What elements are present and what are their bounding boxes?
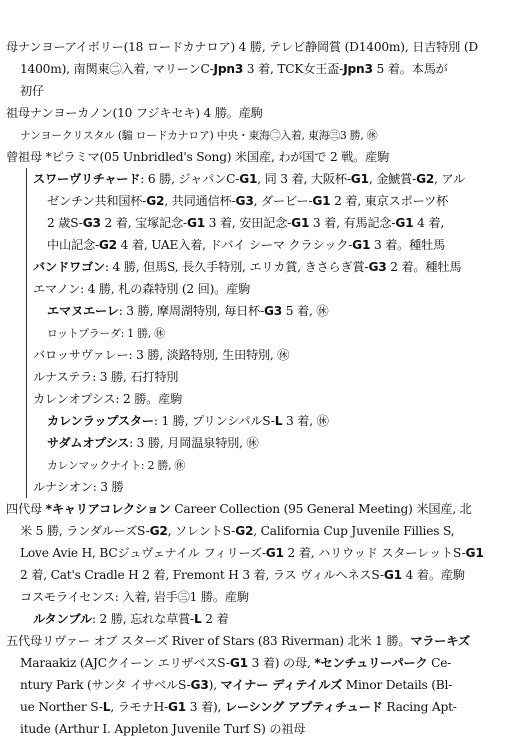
bold-text: ルタンブル [33,612,92,626]
text-line [0,476,510,498]
text-segment: 4 着。産駒 [401,568,465,582]
text-segment: コスモライセンス: 入着, 岩手㊂1 勝。産駒 [20,590,249,604]
text-segment: , ダービー- [253,194,313,208]
indent-bracket-line [26,476,27,498]
text-segment: ue Norther S- [20,700,103,714]
text-segment: Minor Details (Bl- [342,678,453,692]
text-line [0,454,510,476]
text-segment: , ソレントS- [167,524,236,538]
text-segment: , ラモナH- [110,700,168,714]
bold-text: サダムオプシス [47,436,130,450]
bold-text: G3 [82,216,101,230]
text-line [0,102,510,124]
text-segment: 中山記念- [47,238,99,252]
text-segment: 3 着, TCK女王盃- [243,62,344,76]
text-segment: (05 Unbridled's Song) 米国産, わが国で 2 戦。産駒 [99,150,390,164]
text-segment: , 共同通信杯- [164,194,236,208]
text-segment: : 3 勝, 月岡温泉特別, ㊡ [129,436,259,450]
bold-text: G1 [395,216,414,230]
text-line [0,410,510,432]
text-segment: Love Avie H, BCジュヴェナイル フィリーズ- [20,546,266,560]
bold-text: L [274,414,283,428]
text-segment: Racing Apt- [382,700,457,714]
text-segment: ルナステラ: 3 勝, 石打特別 [33,370,179,384]
text-segment: Ce- [427,656,452,670]
bold-text: G2 [146,194,165,208]
text-segment: 3 着, 安田記念- [205,216,292,230]
text-segment: , 同 3 着, 大阪杯- [257,172,351,186]
text-segment: 2 着 [201,612,229,626]
text-segment: 3 着, 有馬記念- [309,216,396,230]
indent-bracket-line [26,366,27,388]
text-segment: : 1 勝, プリンシパルS- [153,414,275,428]
bold-text: *センチュリーパーク [314,656,428,670]
text-segment: バロッサヴァレー: 3 勝, 淡路特別, 生田特別, ㊡ [33,348,290,362]
text-line [0,190,510,212]
bold-text: G2 [235,524,254,538]
bold-text: マラーキズ [410,634,471,648]
text-segment: ルナシオン: 3 勝 [33,480,124,494]
text-line [0,168,510,190]
text-segment: : 6 勝, ジャパンC- [140,172,240,186]
bold-text: G1 [352,238,371,252]
indent-bracket-line [26,190,27,212]
text-line [0,366,510,388]
indent-bracket-line [26,410,27,432]
text-segment: 初仔 [20,84,44,98]
text-segment: (10 フジキセキ) 4 勝。産駒 [112,106,263,120]
bold-text: G1 [350,172,369,186]
text-segment: : 3 勝, 摩周湖特別, 毎日杯- [118,304,264,318]
text-segment: 5 着, ㊡ [282,304,329,318]
indent-bracket-line [26,432,27,454]
text-line [0,564,510,586]
text-line [0,388,510,410]
bold-text: レーシング アプティチュード [224,700,383,714]
text-line [0,608,510,630]
text-segment: 2 着, Cat's Cradle H 2 着, Fremont H 3 着, ラス ヴィルヘネスS- [20,568,384,582]
text-line [0,344,510,366]
text-segment: 3 着, ㊡ [282,414,329,428]
text-line [0,234,510,256]
bold-text: カレンラップスター [47,414,154,428]
indent-bracket-line [26,168,27,190]
text-line [0,278,510,300]
text-segment: 米 5 勝, ランダルーズS- [20,524,150,538]
text-line [0,652,510,674]
text-segment: 5 着。本馬が [372,62,448,76]
bold-text: G1 [291,216,310,230]
text-line [0,124,510,146]
indent-bracket-line [26,300,27,322]
text-segment: , 金鯱賞- [368,172,417,186]
text-line [0,630,510,652]
text-segment: ntury Park (サンタ イサベルS- [20,678,191,692]
text-line [0,674,510,696]
text-segment: 3 着) の母, [247,656,315,670]
indent-bracket-line [26,234,27,256]
bold-text: バンドワゴン [33,260,105,274]
text-segment: ゼンチン共和国杯- [47,194,147,208]
text-line [0,300,510,322]
text-segment: 曾祖母 *ピラミマ [6,150,100,164]
bold-text: Jpn3 [343,62,373,76]
bold-text: G1 [465,546,484,560]
bold-text: G3 [235,194,254,208]
bold-text: L [102,700,111,714]
text-segment: 1400m), 南関東㊁入着, マリーンC- [20,62,214,76]
bold-text: G1 [186,216,206,230]
text-segment: ロットプラーダ: 1 勝, ㊡ [47,327,165,340]
text-line [0,432,510,454]
text-segment: : 4 勝, 但馬S, 長久手特別, エリカ賞, きさらぎ賞- [104,260,369,274]
indent-bracket-line [26,322,27,344]
text-line [0,586,510,608]
bold-text: G1 [265,546,284,560]
text-line [0,322,510,344]
text-line [0,520,510,542]
bold-text: G2 [98,238,117,252]
indent-bracket-line [26,388,27,410]
bold-text: G1 [239,172,258,186]
text-segment: 2 歳S- [47,216,83,230]
text-segment: , アル [434,172,466,186]
bold-text: G3 [264,304,283,318]
text-line [0,542,510,564]
text-segment: 五代母リヴァー オブ スターズ River of Stars (83 Riverman) 北米 1 勝。 [6,634,411,648]
text-line [0,256,510,278]
bold-text: エマヌエーレ [47,304,119,318]
bold-text: G2 [416,172,435,186]
text-line [0,36,510,58]
text-segment: 2 着, 宝塚記念- [100,216,187,230]
text-line [0,58,510,80]
bold-text: L [193,612,202,626]
text-segment: itude (Arthur I. Appleton Juvenile Turf S) の祖母 [20,722,306,736]
text-line [0,80,510,102]
text-line [0,696,510,718]
text-segment: 3 着), [186,700,225,714]
text-segment: : 2 勝, 忘れな草賞- [91,612,194,626]
text-line [0,718,510,740]
text-segment: 2 着, ハリウッド スターレットS- [283,546,466,560]
text-line [0,498,510,520]
bold-text: G1 [168,700,187,714]
text-segment: ), [208,678,221,692]
text-segment: 4 着, UAE入着, ドバイ シーマ クラシック- [116,238,353,252]
text-segment: 四代母 [6,502,46,516]
text-segment: ナンヨークリスタル (騸 ロードカナロア) 中央・東海㊁入着, 東海㊂3 勝, ㊡ [20,129,378,142]
text-segment: 祖母ナンヨーカノン [6,106,113,120]
text-segment: (18 ロードカナロア) 4 勝, テレビ静岡賞 (D1400m), 日吉特別 (D [123,40,478,54]
text-segment: 母ナンヨーアイボリー [6,40,124,54]
indent-bracket-line [26,344,27,366]
indent-bracket-line [26,256,27,278]
bold-text: スワーヴリチャード [33,172,141,186]
text-segment: カレンマックナイト: 2 勝, ㊡ [47,459,186,472]
bold-text: マイナー ディテイルズ [220,678,343,692]
text-line [0,146,510,168]
indent-bracket-line [26,278,27,300]
text-segment: Career Collection (95 General Meeting) 米国産, 北 [170,502,472,516]
text-segment: , California Cup Juvenile Fillies S, [253,524,455,538]
bold-text: G1 [312,194,331,208]
text-segment: 3 着。種牡馬 [370,238,446,252]
text-segment: エマノン: 4 勝, 札の森特別 (2 回)。産駒 [33,282,251,296]
text-segment: 2 着。種牡馬 [386,260,462,274]
text-segment: Maraakiz (AJCクイーン エリザベスS- [20,656,230,670]
bold-text: *キャリアコレクション [45,502,171,516]
bold-text: Jpn3 [213,62,244,76]
text-line [0,212,510,234]
bold-text: G3 [190,678,209,692]
indent-bracket-line [26,212,27,234]
text-segment: 4 着, [413,216,445,230]
bold-text: G1 [383,568,402,582]
text-segment: カレンオプシス: 2 勝。産駒 [33,392,183,406]
bold-text: G3 [368,260,387,274]
bold-text: G1 [229,656,248,670]
indent-bracket-line [26,454,27,476]
bold-text: G2 [149,524,168,538]
text-segment: 2 着, 東京スポーツ杯 [330,194,449,208]
